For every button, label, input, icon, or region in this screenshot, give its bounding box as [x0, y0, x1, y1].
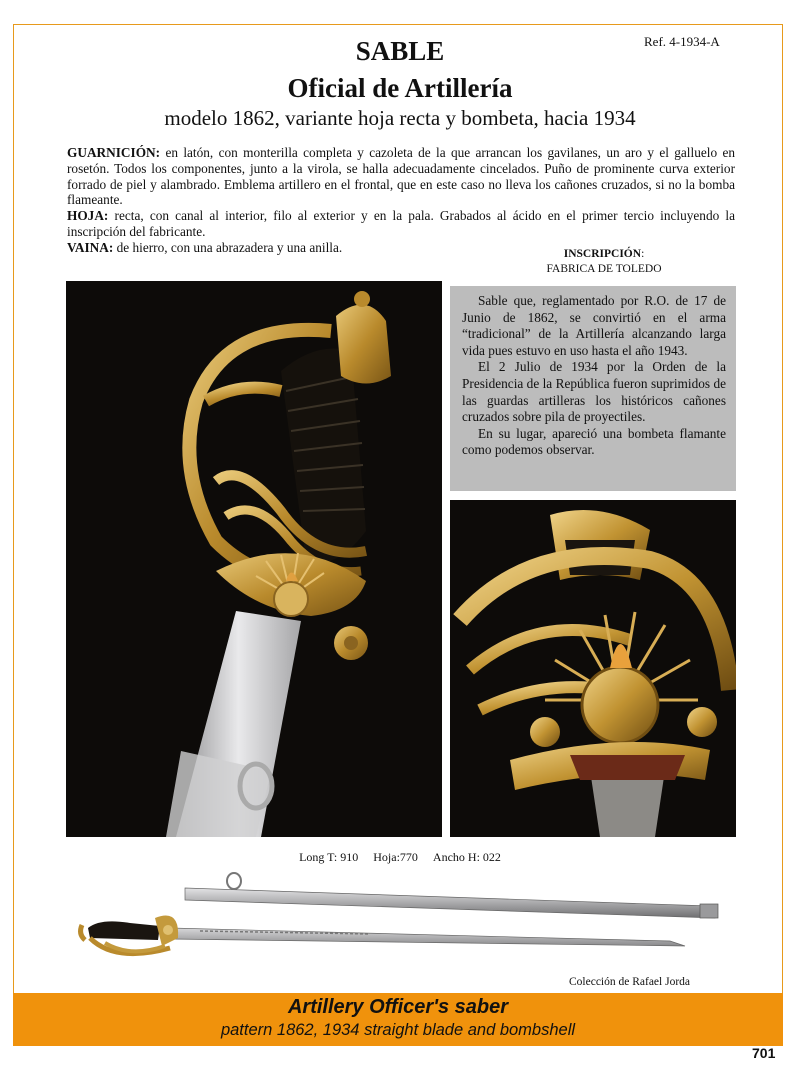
page-number: 701 [752, 1045, 776, 1061]
english-subtitle: pattern 1862, 1934 straight blade and bombshell [220, 1021, 576, 1039]
guarnicion-text: en latón, con monterilla completa y cazoleta de la que arrancan los gavilanes, un aro y el galluelo en rosetón. Todos los componentes, junto a la virola, se halla adecuadamente cincelados. Puño de prominente curva exterior forrado de piel y alambrado. Emblema artillero en el frontal, que en este caso no lleva los cañones cruzados, si no la bomba flameante. [67, 145, 735, 208]
hoja-text: recta, con canal al interior, filo al exterior y en la pala. Grabados al ácido en el primer tercio incluyendo la inscripción del fabricante. [67, 208, 735, 239]
history-paragraph-2: El 2 Julio de 1934 por la Orden de la Presidencia de la República fueron suprimidos de las guardas artilleras los históricos cañones cruzados sobre pila de proyectiles. [462, 359, 726, 425]
history-paragraph-1: Sable que, reglamentado por R.O. de 17 de Junio de 1862, se convirtió en el arma “tradicional” de la Artillería alcanzando larga vida pues estuvo en uso hasta el año 1943. [462, 293, 726, 358]
page-subtitle: modelo 1862, variante hoja recta y bombeta, hacia 1934 [164, 106, 636, 130]
inscription-label: INSCRIPCIÓN [563, 248, 642, 260]
page-title-line2: Oficial de Artillería [287, 73, 513, 103]
page-title: SABLE [355, 36, 445, 66]
length-total: Long T: 910 [299, 850, 359, 864]
guarnicion-label: GUARNICIÓN: [67, 145, 161, 160]
length-blade: Hoja:770 [373, 850, 418, 864]
vaina-label: VAINA: [67, 239, 114, 255]
history-note [450, 286, 736, 491]
photo-full-saber [70, 868, 750, 968]
reference-number: Ref. 4-1934-A [644, 34, 720, 49]
collection-credit: Colección de Rafael Jorda [569, 976, 691, 988]
width-blade: Ancho H: 022 [432, 850, 501, 864]
history-paragraph-3: En su lugar, apareció una bombeta flamante como podemos observar. [462, 425, 726, 458]
description-block [67, 145, 735, 256]
english-title: Artillery Officer's saber [287, 996, 509, 1018]
english-title-band [13, 993, 783, 1046]
photo-emblem-detail [450, 500, 736, 837]
vaina-text: de hierro, con una abrazadera y una anilla. [113, 239, 343, 255]
hoja-label: HOJA: [67, 208, 109, 224]
inscription-block: INSCRIPCIÓN: FABRICA DE TOLEDO [546, 248, 662, 275]
measurements [0, 850, 800, 865]
inscription-text: FABRICA DE TOLEDO [546, 263, 662, 275]
photo-hilt [66, 281, 442, 837]
